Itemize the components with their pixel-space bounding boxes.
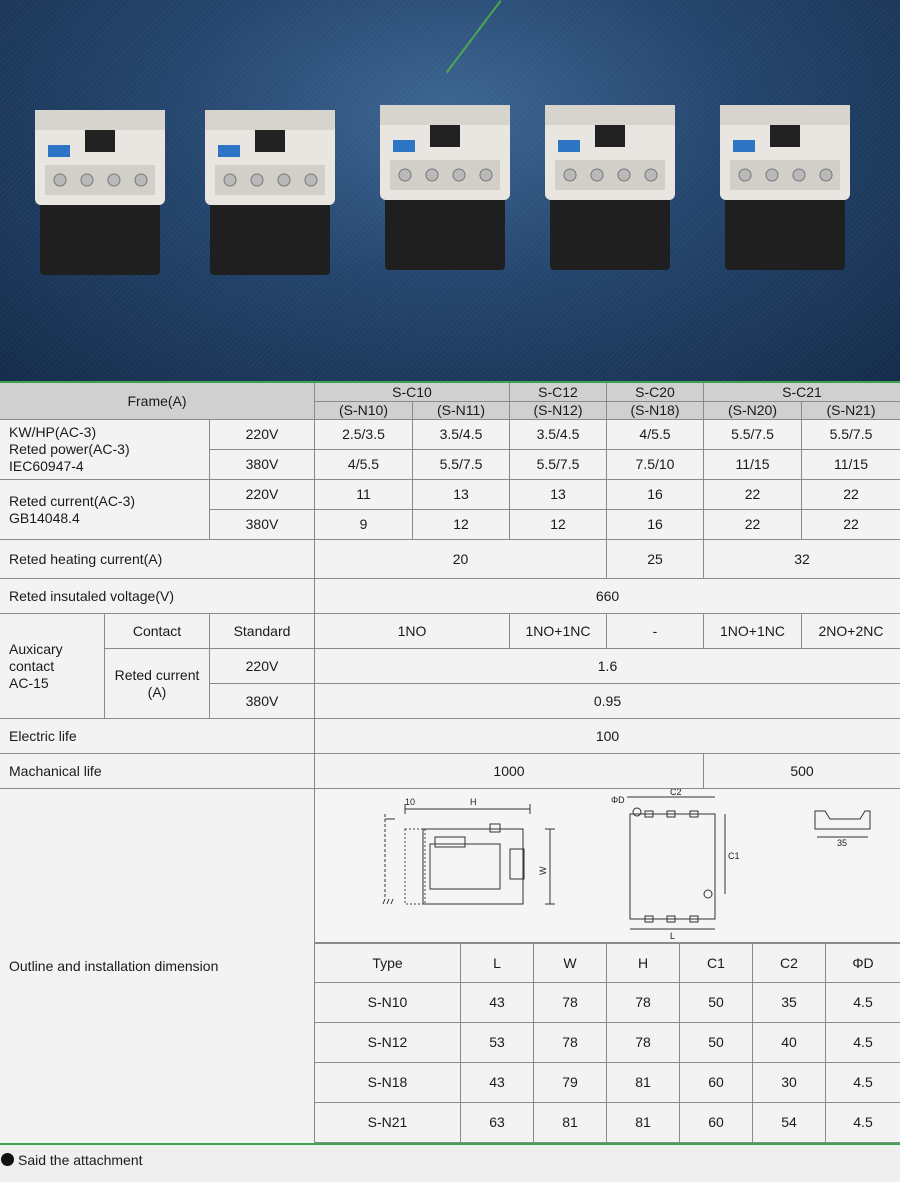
heating-current-label: Reted heating current(A) bbox=[0, 540, 315, 579]
rated-current-value: 12 bbox=[413, 510, 510, 540]
contact-value: - bbox=[607, 614, 704, 649]
dim-table-cell: 53 bbox=[461, 1023, 534, 1063]
rated-power-value: 3.5/4.5 bbox=[413, 420, 510, 450]
dim-label-phid: ΦD bbox=[611, 794, 625, 805]
mechanical-life-value: 500 bbox=[704, 754, 900, 789]
spec-table bbox=[0, 383, 900, 1143]
dim-table-cell: 54 bbox=[753, 1103, 826, 1143]
dim-table-cell: 60 bbox=[680, 1103, 753, 1143]
voltage-label: 220V bbox=[210, 420, 315, 450]
dim-table-cell: S-N21 bbox=[315, 1103, 461, 1143]
dim-table-cell: 81 bbox=[607, 1063, 680, 1103]
dim-label-c2: C2 bbox=[670, 788, 682, 797]
dim-table-header: L bbox=[461, 943, 534, 983]
rated-current-value: 16 bbox=[607, 480, 704, 510]
rated-current-value: 16 bbox=[607, 510, 704, 540]
heating-current-value: 20 bbox=[315, 540, 607, 579]
aux-current-label: Reted current (A) bbox=[105, 649, 210, 719]
rated-power-value: 4/5.5 bbox=[607, 420, 704, 450]
rated-current-value: 9 bbox=[315, 510, 413, 540]
insulated-voltage-value: 660 bbox=[315, 579, 900, 614]
dim-label-10: 10 bbox=[405, 796, 416, 807]
rated-current-value: 22 bbox=[802, 510, 900, 540]
voltage-label: 380V bbox=[210, 450, 315, 480]
dim-label-h: H bbox=[470, 796, 477, 807]
dim-table-cell: 63 bbox=[461, 1103, 534, 1143]
aux-current-value: 1.6 bbox=[315, 649, 900, 684]
rated-power-value: 4/5.5 bbox=[315, 450, 413, 480]
dim-label-l: L bbox=[670, 930, 676, 941]
rated-current-value: 11 bbox=[315, 480, 413, 510]
dim-table-header: C2 bbox=[753, 943, 826, 983]
contact-value: 1NO+1NC bbox=[510, 614, 607, 649]
rated-power-value: 7.5/10 bbox=[607, 450, 704, 480]
outline-label: Outline and installation dimension bbox=[0, 789, 315, 1143]
heating-current-value: 25 bbox=[607, 540, 704, 579]
dim-table-cell: 60 bbox=[680, 1063, 753, 1103]
model-header: (S-N18) bbox=[607, 402, 704, 420]
dim-table-cell: 43 bbox=[461, 1063, 534, 1103]
dim-table-cell: 4.5 bbox=[826, 1103, 900, 1143]
voltage-label: 220V bbox=[210, 480, 315, 510]
model-header: (S-N20) bbox=[704, 402, 802, 420]
dim-table-header: H bbox=[607, 943, 680, 983]
rated-power-value: 11/15 bbox=[704, 450, 802, 480]
electric-life-value: 100 bbox=[315, 719, 900, 754]
aux-current-value: 0.95 bbox=[315, 684, 900, 719]
footer-note: Said the attachment bbox=[18, 1152, 143, 1168]
rail-drawing bbox=[815, 811, 870, 837]
dim-table-cell: 43 bbox=[461, 983, 534, 1023]
rated-power-value: 3.5/4.5 bbox=[510, 420, 607, 450]
group-header: S-C21 bbox=[704, 383, 900, 402]
electric-life-label: Electric life bbox=[0, 719, 315, 754]
dim-table-cell: 4.5 bbox=[826, 983, 900, 1023]
dim-table-cell: S-N12 bbox=[315, 1023, 461, 1063]
dim-label-w: W bbox=[538, 866, 548, 875]
dim-table-header: ΦD bbox=[826, 943, 900, 983]
rated-power-value: 5.5/7.5 bbox=[510, 450, 607, 480]
dim-table-cell: S-N18 bbox=[315, 1063, 461, 1103]
dim-table-cell: 81 bbox=[534, 1103, 607, 1143]
contact-value: 1NO+1NC bbox=[704, 614, 802, 649]
dim-table-cell: S-N10 bbox=[315, 983, 461, 1023]
rated-power-value: 11/15 bbox=[802, 450, 900, 480]
dim-table-cell: 30 bbox=[753, 1063, 826, 1103]
contact-value: 1NO bbox=[315, 614, 510, 649]
dim-table-cell: 35 bbox=[753, 983, 826, 1023]
auxiliary-label: Auxicary contact AC-15 bbox=[0, 614, 105, 719]
dim-table-header: C1 bbox=[680, 943, 753, 983]
dim-label-c1: C1 bbox=[728, 850, 740, 861]
rated-current-value: 22 bbox=[704, 510, 802, 540]
heating-current-value: 32 bbox=[704, 540, 900, 579]
dim-table-cell: 78 bbox=[534, 983, 607, 1023]
standard-label: Standard bbox=[210, 614, 315, 649]
rated-power-value: 5.5/7.5 bbox=[413, 450, 510, 480]
hero-banner bbox=[0, 0, 900, 381]
dim-table-cell: 50 bbox=[680, 1023, 753, 1063]
outline-drawings bbox=[315, 789, 900, 943]
rated-current-value: 12 bbox=[510, 510, 607, 540]
dim-table-header: Type bbox=[315, 943, 461, 983]
dim-table-cell: 4.5 bbox=[826, 1063, 900, 1103]
rated-current-value: 22 bbox=[802, 480, 900, 510]
contact-label: Contact bbox=[105, 614, 210, 649]
rated-current-value: 13 bbox=[413, 480, 510, 510]
dim-table-cell: 40 bbox=[753, 1023, 826, 1063]
dim-table-cell: 78 bbox=[607, 983, 680, 1023]
model-header: (S-N21) bbox=[802, 402, 900, 420]
contactor-photo bbox=[35, 110, 165, 275]
model-header: (S-N12) bbox=[510, 402, 607, 420]
rated-current-label: Reted current(AC-3) GB14048.4 bbox=[0, 480, 210, 540]
group-header: S-C10 bbox=[315, 383, 510, 402]
contactor-photo bbox=[205, 110, 335, 275]
dim-table-cell: 79 bbox=[534, 1063, 607, 1103]
dim-table-cell: 81 bbox=[607, 1103, 680, 1143]
voltage-label: 380V bbox=[210, 684, 315, 719]
rated-power-value: 5.5/7.5 bbox=[802, 420, 900, 450]
frame-header: Frame(A) bbox=[0, 383, 315, 420]
bullet-icon bbox=[1, 1153, 14, 1166]
group-header: S-C20 bbox=[607, 383, 704, 402]
rated-power-label: KW/HP(AC-3) Reted power(AC-3) IEC60947-4 bbox=[0, 420, 210, 480]
dim-table-cell: 78 bbox=[607, 1023, 680, 1063]
voltage-label: 380V bbox=[210, 510, 315, 540]
dim-table-cell: 78 bbox=[534, 1023, 607, 1063]
model-header: (S-N11) bbox=[413, 402, 510, 420]
outline-drawing-area bbox=[315, 789, 900, 943]
dim-table-cell: 50 bbox=[680, 983, 753, 1023]
insulated-voltage-label: Reted insutaled voltage(V) bbox=[0, 579, 315, 614]
side-view-drawing bbox=[383, 804, 555, 904]
dim-table-cell: 4.5 bbox=[826, 1023, 900, 1063]
model-header: (S-N10) bbox=[315, 402, 413, 420]
contactor-photo bbox=[380, 105, 510, 270]
contactor-photo bbox=[720, 105, 850, 270]
rated-current-value: 22 bbox=[704, 480, 802, 510]
contactor-product-photos bbox=[0, 0, 900, 381]
dim-table-header: W bbox=[534, 943, 607, 983]
voltage-label: 220V bbox=[210, 649, 315, 684]
rated-current-value: 13 bbox=[510, 480, 607, 510]
rated-power-value: 5.5/7.5 bbox=[704, 420, 802, 450]
mechanical-life-value: 1000 bbox=[315, 754, 704, 789]
footer bbox=[0, 1143, 900, 1182]
group-header: S-C12 bbox=[510, 383, 607, 402]
contact-value: 2NO+2NC bbox=[802, 614, 900, 649]
rated-power-value: 2.5/3.5 bbox=[315, 420, 413, 450]
mechanical-life-label: Machanical life bbox=[0, 754, 315, 789]
dim-label-35: 35 bbox=[837, 837, 848, 848]
mounting-view-drawing bbox=[627, 797, 725, 929]
contactor-photo bbox=[545, 105, 675, 270]
